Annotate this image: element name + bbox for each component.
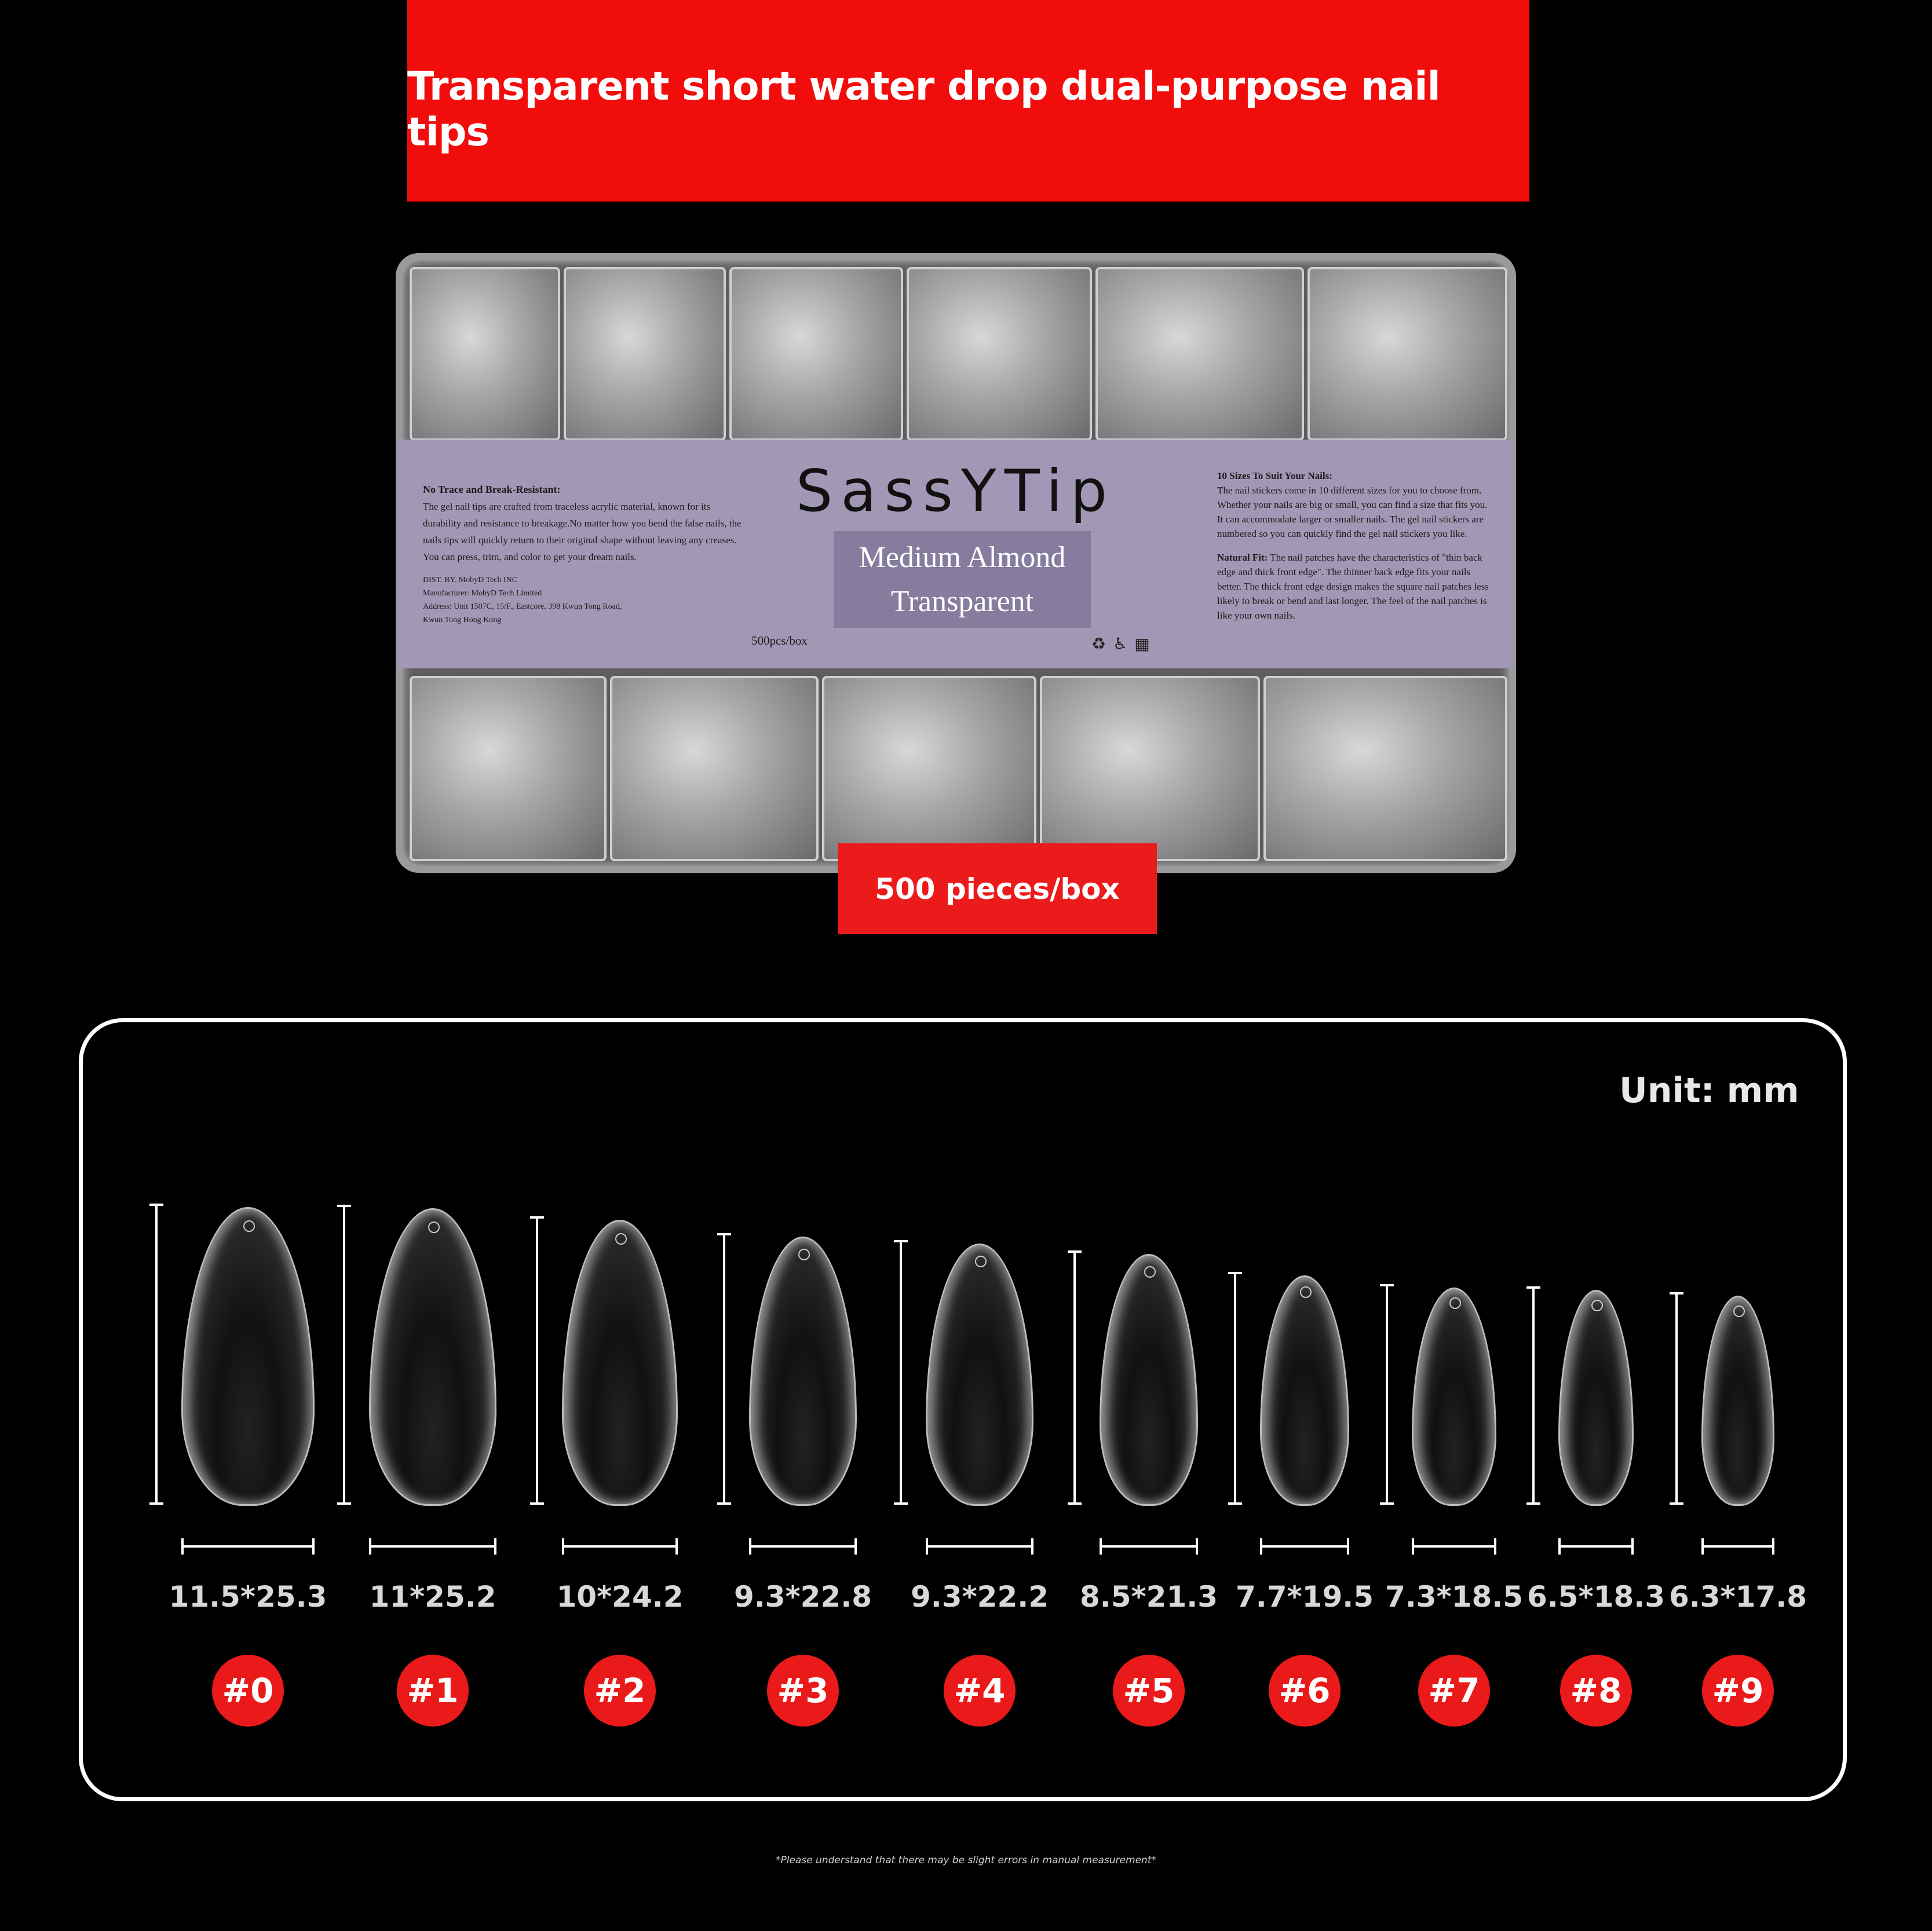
unit-label: Unit: mm bbox=[1619, 1070, 1799, 1111]
recycle-icon: ♻ bbox=[1091, 635, 1106, 653]
size-dimensions: 11*25.2 bbox=[369, 1580, 496, 1614]
fit-body: The nail patches have the characteristics of "thin back edge and thick front edge". The thinner back edge fits your nails better. The thick front edge design makes the square nail patches less likely to break or bend and last longer. The feel of the nail patches is like your own nails. bbox=[1217, 552, 1489, 621]
variant-badge bbox=[834, 531, 1091, 628]
width-indicator bbox=[181, 1545, 315, 1548]
width-indicator bbox=[369, 1545, 496, 1548]
length-indicator bbox=[1073, 1250, 1076, 1505]
compartment bbox=[610, 676, 819, 861]
label-icons bbox=[1091, 634, 1150, 653]
length-indicator bbox=[723, 1233, 725, 1505]
compartment bbox=[1263, 676, 1507, 861]
page-title: Transparent short water drop dual-purpose nail tips bbox=[407, 64, 1440, 155]
label-right-text bbox=[1217, 469, 1495, 632]
person-bin-icon: ♿ bbox=[1113, 635, 1128, 653]
compartment bbox=[410, 267, 560, 441]
compartment bbox=[1308, 267, 1507, 441]
pieces-per-box-badge bbox=[838, 843, 1157, 934]
width-indicator bbox=[1412, 1545, 1496, 1548]
length-indicator bbox=[1234, 1272, 1236, 1505]
compartment bbox=[1040, 676, 1260, 861]
right-heading: 10 Sizes To Suit Your Nails: bbox=[1217, 470, 1332, 481]
width-indicator bbox=[1100, 1545, 1198, 1548]
compartment bbox=[822, 676, 1036, 861]
address-line-2: Kwun Tong Hong Kong bbox=[423, 616, 502, 624]
length-indicator bbox=[343, 1205, 345, 1505]
size-number-badge: #7 bbox=[1418, 1655, 1490, 1727]
size-dimensions: 6.3*17.8 bbox=[1668, 1580, 1807, 1614]
product-label bbox=[398, 440, 1513, 668]
size-number-badge: #4 bbox=[944, 1655, 1016, 1727]
size-dimensions: 7.3*18.5 bbox=[1385, 1580, 1524, 1614]
size-dimensions: 6.5*18.3 bbox=[1526, 1580, 1666, 1614]
size-dimensions: 9.3*22.8 bbox=[733, 1580, 872, 1614]
manufacturer: Manufacturer: MobyD Tech Limited bbox=[423, 589, 542, 598]
compartment bbox=[729, 267, 903, 441]
address-line-1: Address: Unit 1507C, 15/F., Eastcore, 398 Kwun Tong Road, bbox=[423, 602, 622, 611]
width-indicator bbox=[749, 1545, 857, 1548]
width-indicator bbox=[926, 1545, 1033, 1548]
size-number-badge: #1 bbox=[397, 1655, 469, 1727]
length-indicator bbox=[155, 1204, 158, 1505]
width-indicator bbox=[562, 1545, 678, 1548]
size-number-badge: #0 bbox=[212, 1655, 284, 1727]
size-number-badge: #9 bbox=[1702, 1655, 1774, 1727]
right-body: The nail stickers come in 10 different sizes for you to choose from. Whether your nails are big or small, you can find a size that fits you. It can accommodate larger or smaller nails. The gel nail stickers are numbered so you can quickly find the gel nail stickers you like. bbox=[1217, 485, 1488, 539]
width-indicator bbox=[1558, 1545, 1634, 1548]
compartment bbox=[1095, 267, 1304, 441]
width-indicator bbox=[1260, 1545, 1349, 1548]
measurement-footnote: *Please understand that there may be slight errors in manual measurement* bbox=[775, 1855, 1156, 1866]
piece-count: 500pcs/box bbox=[751, 634, 808, 648]
size-number-badge: #3 bbox=[767, 1655, 839, 1727]
compartment bbox=[410, 676, 607, 861]
size-dimensions: 8.5*21.3 bbox=[1079, 1580, 1218, 1614]
compartment bbox=[564, 267, 726, 441]
title-banner bbox=[407, 0, 1529, 202]
package-icon: ▦ bbox=[1134, 635, 1150, 653]
length-indicator bbox=[900, 1240, 902, 1505]
size-number-badge: #6 bbox=[1269, 1655, 1341, 1727]
compartment bbox=[907, 267, 1092, 441]
length-indicator bbox=[1675, 1292, 1678, 1505]
size-dimensions: 7.7*19.5 bbox=[1235, 1580, 1374, 1614]
size-dimensions: 9.3*22.2 bbox=[910, 1580, 1049, 1614]
size-number-badge: #5 bbox=[1113, 1655, 1185, 1727]
left-body: The gel nail tips are crafted from traceless acrylic material, known for its durability and resistance to breakage.No matter how you bend the false nails, the nails tips will quickly return to their original shape without leaving any creases. You can press, trim, and color to get your dream nails. bbox=[423, 501, 742, 562]
size-dimensions: 10*24.2 bbox=[556, 1580, 684, 1614]
size-number-badge: #8 bbox=[1560, 1655, 1632, 1727]
distributor: DIST. BY. MobyD Tech INC bbox=[423, 576, 518, 584]
brand-name: SassYTip bbox=[795, 457, 1116, 525]
variant-color: Transparent bbox=[890, 584, 1034, 618]
width-indicator bbox=[1701, 1545, 1774, 1548]
length-indicator bbox=[536, 1216, 538, 1505]
length-indicator bbox=[1386, 1284, 1388, 1505]
left-heading: No Trace and Break-Resistant: bbox=[423, 484, 561, 495]
variant-shape: Medium Almond bbox=[859, 540, 1066, 574]
size-number-badge: #2 bbox=[584, 1655, 656, 1727]
pieces-per-box-label: 500 pieces/box bbox=[875, 872, 1120, 906]
length-indicator bbox=[1532, 1286, 1535, 1505]
size-dimensions: 11.5*25.3 bbox=[169, 1580, 327, 1614]
fit-heading: Natural Fit: bbox=[1217, 552, 1268, 563]
